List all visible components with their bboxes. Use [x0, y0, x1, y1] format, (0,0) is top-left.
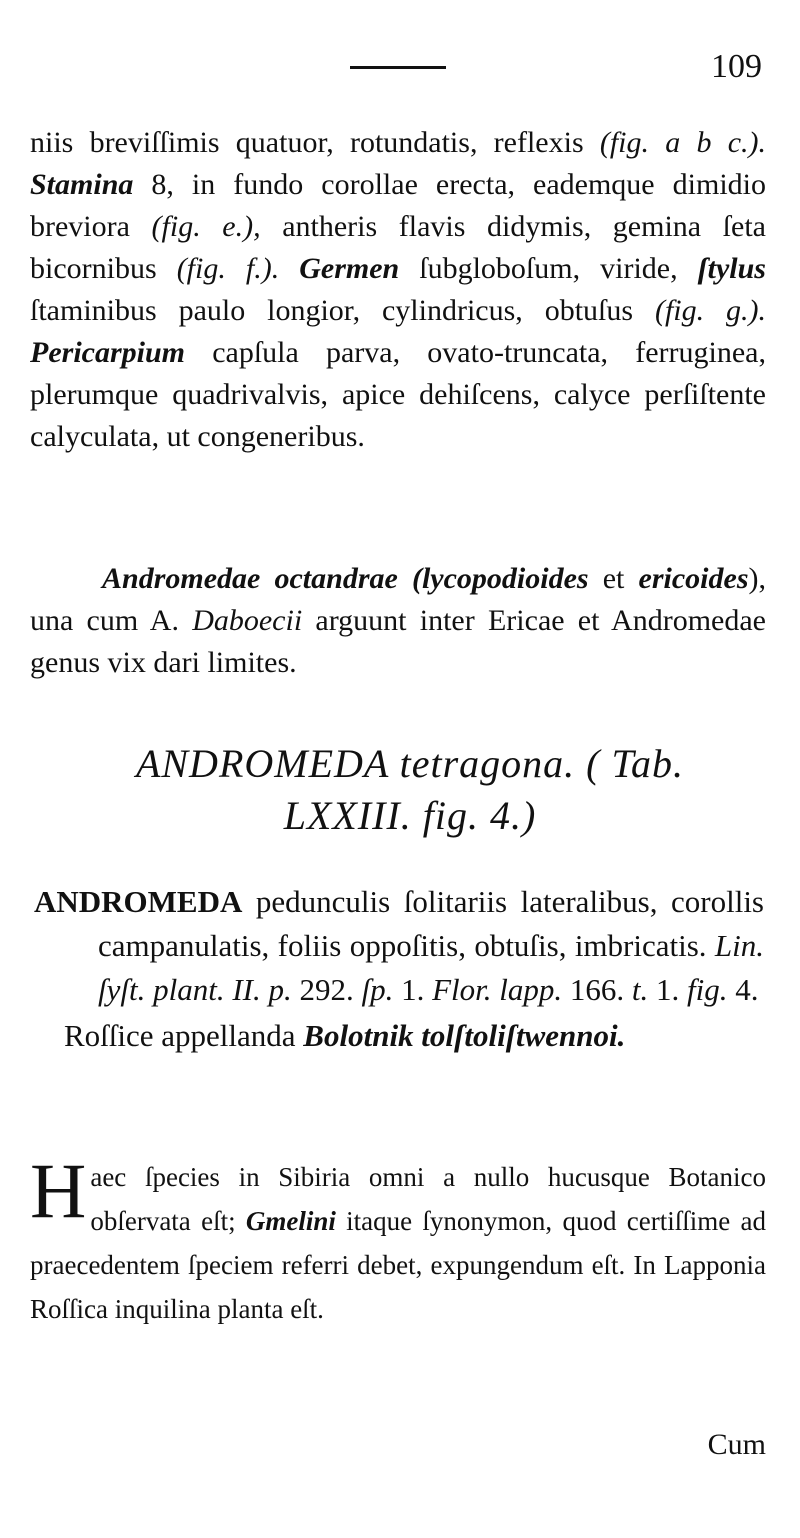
text-span: ſtaminibus paulo longior, cylindricus, obtuſus	[30, 294, 655, 327]
text-span: capſula parva, ovato-truncata, ferruginea, plerumque quadrivalvis, apice dehiſcens, calyce perſiſtente calyculata, ut congeneribus.	[30, 336, 766, 453]
term-stylus: ſtylus	[697, 252, 766, 285]
text-span: arguunt inter Ericae et Andromedae genus vix dari limites.	[30, 604, 766, 679]
species-name: Daboecii	[192, 604, 303, 637]
text-span: ſubgloboſum, viride,	[399, 252, 698, 285]
drop-cap: H	[30, 1147, 87, 1234]
text-span: 292.	[291, 972, 362, 1007]
paragraph-remark	[30, 558, 766, 684]
figure-ref: (fig. e.),	[151, 210, 261, 243]
text-span: antheris flavis didymis, gemina ſeta bicornibus	[30, 210, 766, 285]
header-rule	[350, 66, 446, 69]
term-pericarpium: Pericarpium	[30, 336, 185, 369]
text-span: 4.	[727, 972, 759, 1007]
figure-ref: (fig. f.).	[176, 252, 280, 285]
russian-name: Bolotnik tolſtoliſtwennoi.	[303, 1018, 626, 1053]
paragraph-distribution	[30, 1147, 766, 1331]
page-header	[0, 44, 800, 94]
paragraph-description	[30, 122, 766, 458]
text-span: itaque ſynonymon, quod certiſſime ad praecedentem ſpeciem referri debet, expungendum eſt. In Lapponia Roſſica inquilina planta eſt.	[30, 1206, 766, 1324]
heading-line-1: ANDROMEDA tetragona. ( Tab.	[135, 741, 685, 786]
text-span: ), una cum A.	[30, 562, 766, 637]
heading-line-2: LXXIII. fig. 4.)	[283, 793, 537, 838]
species-heading	[60, 738, 760, 842]
genus-name: ANDROMEDA	[34, 884, 243, 919]
citation: Lin. ſyſt. plant. II. p.	[98, 928, 764, 1007]
species-name: Andromedae octandrae (lycopodioides	[102, 562, 589, 595]
text-span: et	[588, 562, 639, 595]
russian-name-line	[34, 1014, 764, 1058]
text-span: Roſſice appellanda	[64, 1018, 304, 1053]
text-span: niis breviſſimis quatuor, rotundatis, reflexis	[30, 126, 600, 159]
citation: Flor. lapp.	[432, 972, 563, 1007]
diagnosis-text	[34, 880, 764, 1012]
citation: fig.	[687, 972, 728, 1007]
text-span: 1.	[648, 972, 688, 1007]
catchword: Cum	[707, 1428, 766, 1461]
citation: ſp.	[361, 972, 394, 1007]
figure-ref: (fig. g.).	[654, 294, 767, 327]
text-span: 166.	[562, 972, 632, 1007]
author-name: Gmelini	[245, 1206, 336, 1236]
page-number: 109	[711, 48, 762, 85]
text-span: pedunculis ſolitariis lateralibus, corollis campanulatis, foliis oppoſitis, obtuſis, imbricatis.	[98, 884, 764, 963]
text-span: aec ſpecies in Sibiria omni a nullo hucusque Botanico obſervata eſt;	[90, 1162, 766, 1236]
species-name: ericoides	[638, 562, 749, 595]
citation: t.	[631, 972, 649, 1007]
term-stamina: Stamina	[30, 168, 134, 201]
diagnosis-block	[34, 880, 764, 1058]
text-span: 8, in fundo corollae erecta, eademque dimidio breviora	[30, 168, 766, 243]
text-span: 1.	[393, 972, 433, 1007]
figure-ref: (fig. a b c.).	[599, 126, 767, 159]
term-germen: Germen	[279, 252, 400, 285]
